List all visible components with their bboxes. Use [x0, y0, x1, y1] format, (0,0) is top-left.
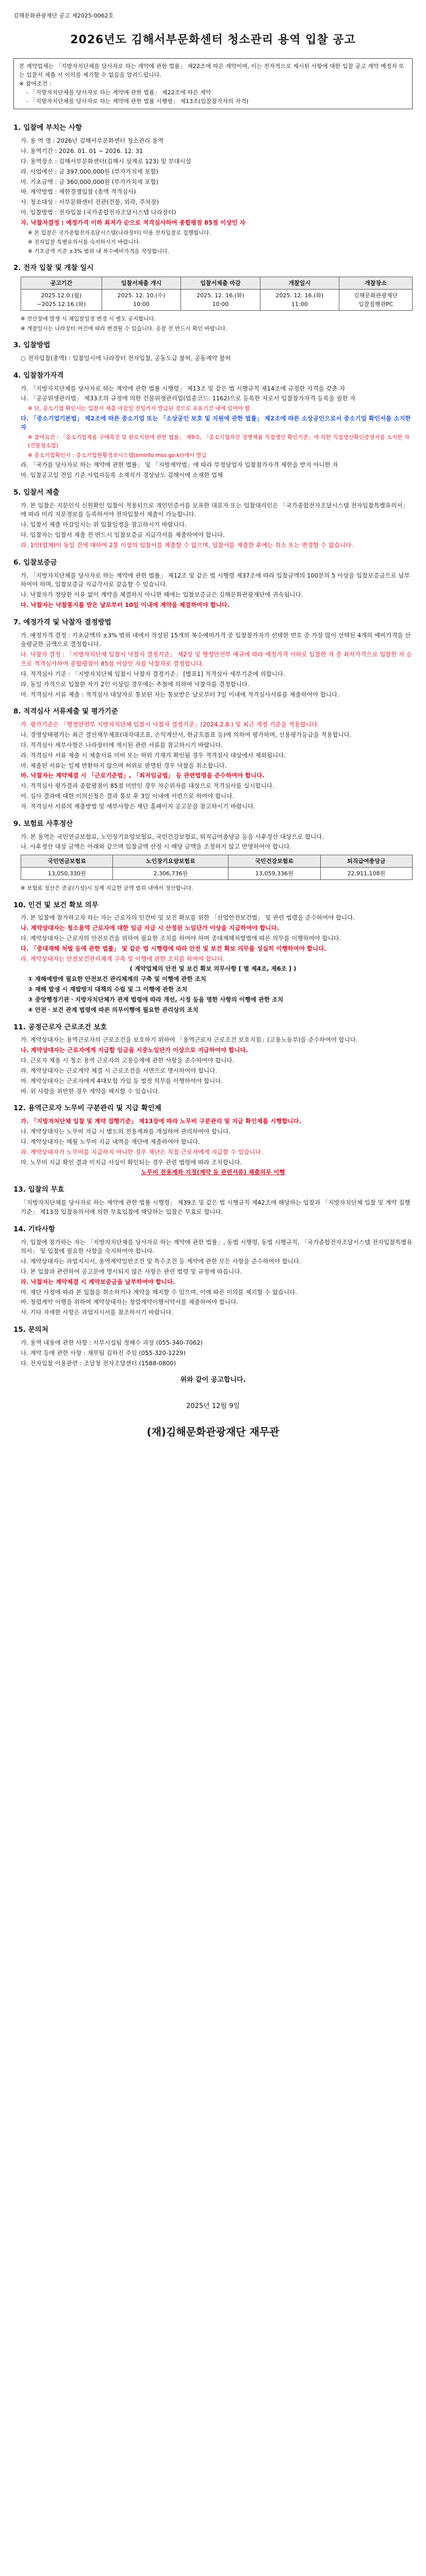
section-heading: 4. 입찰참가자격 — [13, 371, 64, 380]
section-note: ※ 기초금액 기준 ±3% 범위 내 복수예비가격을 작성합니다. — [28, 248, 169, 255]
section-line: 자. 적격심사 서류의 제출방법 및 세부사항은 재단 홈페이지 공고문을 참고하시기 바랍니다. — [21, 802, 255, 810]
contact-line: 나. 계약 등에 관한 사항 : 재무팀 김하진 주임 (055-320-1229) — [21, 1349, 186, 1357]
section-line: 다. 적격심사 기준 : 「지방자치단체 입찰시 낙찰자 결정기준」 [별표1] 적격심사 세부기준에 의합니다. — [21, 670, 285, 677]
contact-line: 다. 전자입찰 이용관련 : 조달청 전자조달센터 (1588-0800) — [21, 1359, 176, 1367]
section-line: 라. 동일 가격으로 입찰한 자가 2인 이상일 경우에는 추첨에 의하여 낙찰자를 결정합니다. — [21, 680, 250, 688]
section-line: ○ 전자입찰(총액) : 입찰일시에 나라장터 전자입찰, 공동도급 불허, 공동계약 불허 — [21, 354, 231, 362]
section-line: 나. 계약상대자는 청소용역 근로자에 대한 임금 지급 시 산정된 노임단가 이상을 지급하여야 합니다. — [21, 924, 280, 932]
section-line: 바. 청렴계약 이행을 위하여 계약상대자는 청렴계약이행서약서를 제출하여야 합니다. — [21, 1298, 238, 1306]
table-row — [21, 290, 413, 311]
section-line: 나. 경영상태평가는 최근 결산재무제표(대차대조표, 손익계산서, 현금흐름표 등)에 의하여 평가하며, 신용평가등급을 적용합니다. — [21, 731, 352, 739]
notice-text: - 「지방자치단체를 당사자로 하는 계약에 관한 법률 시행령」 제13조(입찰참가자의 자격) — [26, 98, 249, 105]
section-heading: 1. 입찰에 부치는 사항 — [13, 124, 82, 132]
section-line: 라. 적격심사 서류 제출 시 제출서류 미비 또는 허위 기재가 확인될 경우 적격심사 대상에서 제외됩니다. — [21, 751, 286, 759]
section-heading: 7. 예정가격 및 낙찰자 결정방법 — [13, 618, 111, 626]
list-item: ③ 중앙행정기관ㆍ지방자치단체가 관계 법령에 따라 개선, 시정 등을 명한 사항의 이행에 관한 조치 — [28, 995, 284, 1003]
table-cell: 2025. 12. 16.(화) 11:00 — [260, 290, 339, 311]
section-line: 사. 청소대상 : 서부문화센터 전관(건물, 외곽, 주차장) — [21, 198, 159, 206]
section-line: 다. 「중소기업기본법」 제2조에 따른 중소기업 또는 「소상공인 보호 및 지원에 관한 법률」 제2조에 따른 소상공인으로서 중소기업 확인서를 소지한 자 — [21, 414, 411, 431]
section-line: 라. 계약상대자는 근로계약 체결 시 근로조건을 서면으로 명시하여야 합니다. — [21, 1066, 217, 1074]
section-line: 아. 심사 결과에 대한 이의신청은 결과 통보 후 3일 이내에 서면으로 하여야 합니다. — [21, 792, 234, 800]
section-line: 나. 계약상대자는 과업지시서, 용역계약일반조건 및 특수조건 등 계약에 관한 모든 사항을 준수하여야 합니다. — [21, 1258, 301, 1265]
section-line: 아. 입찰방법 : 전자입찰 (국가종합전자조달시스템 나라장터) — [21, 208, 176, 216]
section-heading: 6. 입찰보증금 — [13, 558, 57, 567]
section-heading: 14. 기타사항 — [13, 1225, 55, 1233]
document-number: 김해문화관광재단 공고 제2025-0062호 — [13, 12, 114, 19]
section-line: 바. 위 사항을 위반한 경우 계약을 해지할 수 있습니다. — [21, 1087, 160, 1095]
section-line: 나. 낙찰자 결정 : 「지방자치단체 입찰시 낙찰자 결정기준」 제2장 및 행정안전부 예규에 따라 예정가격 이하로 입찰한 자 중 최저가격으로 입찰한 자 순으로 적격심사하여 종합평점이 85점 이상인 자를 낙찰자로 결정합니다. — [21, 651, 412, 668]
notice-text: - 「지방자치단체를 당사자로 하는 계약에 관한 법률」 제22조에 따른 계약 — [26, 89, 211, 96]
section-line: 바. 계약방법 : 제한경쟁입찰 (총액 적격심사) — [21, 188, 136, 196]
section-line: 나. 입찰서 제출 마감일시는 위 입찰일정을 참고하시기 바랍니다. — [21, 521, 187, 529]
section-heading: 9. 보험료 사후정산 — [13, 819, 73, 828]
section-line: 나. 「공공위생관리법」 제33조의 규정에 의한 건물위생관리업(업종코드: 1162)으로 등록한 자로서 입찰참가자격 등록을 필한 자 — [21, 395, 356, 402]
section-line: 다. 낙찰자는 낙찰통지를 받은 날로부터 10일 이내에 계약을 체결하여야 합니다. — [21, 601, 230, 608]
section-line: 나. 사후정산 대상 금액은 아래와 같으며 입찰금액 산정 시 해당 금액을 조정하지 않고 반영하여야 합니다. — [21, 843, 292, 851]
section-heading: 15. 문의처 — [13, 1326, 48, 1334]
section-line: 라. 「국가를 당사자로 하는 계약에 관한 법률」 및 「지방계약법」에 따라 부정당업자 입찰참가자격 제한을 받지 아니한 자 — [21, 461, 338, 468]
section-heading: 10. 인건 및 보건 확보 의무 — [13, 901, 99, 909]
notice-text: 본 계약업체는 「지방자치단체를 당사자로 하는 계약에 관한 법률」 제22조에 따른 계약이며, 이는 전자적으로 제시된 사항에 대한 입찰 공고 계약 예정자 또는 입찰서 제출 시 이의를 제기할 수 없음을 알려드립니다. — [19, 63, 404, 79]
section-line: 다. 근로자 채용 시 청소 용역 근로자의 고용승계에 관한 사항을 준수하여야 합니다. — [21, 1057, 235, 1064]
section-line: 라. 낙찰자는 계약체결 시 계약보증금을 납부하여야 합니다. — [21, 1278, 175, 1285]
section-line: 마. 계약상대자는 근로자에게 4대보험 가입 등 법정 의무를 이행하여야 합니다. — [21, 1077, 223, 1084]
section-note: ※ 참여요건 : 「중소기업제품 구매촉진 및 판로지원에 관한 법률」 제9조, 「중소기업자간 경쟁제품 직접생산 확인기준」에 의한 직접생산확인증명서를 소지한 자(건물청소업) — [28, 434, 409, 449]
table-cell: 13,050,330원 — [21, 868, 113, 880]
section-line: 라. 계약상대자가 노무비를 지급하지 아니한 경우 재단은 직접 근로자에게 지급할 수 있습니다. — [21, 1148, 263, 1156]
section-line: 다. 「중대재해 처벌 등에 관한 법률」 및 같은 법 시행령에 따라 안전 및 보건 확보 의무를 성실히 이행하여야 합니다. — [21, 944, 326, 952]
section-line: 라. 사업예산 : 금 397,000,000원 (부가가치세 포함) — [21, 167, 159, 175]
contact-line: 가. 용역 내용에 관한 사항 : 서부시설팀 정혜수 과장 (055-340-7062) — [21, 1339, 203, 1347]
section-note: ※ 본 입찰은 국가종합전자조달시스템(나라장터) 이용 전자입찰로 집행합니다. — [28, 229, 211, 236]
section-line: 다. 용역장소 : 김해서부문화센터(김해시 삼계로 123) 및 부대시설 — [21, 157, 191, 165]
section-line: 마. 재단 사정에 따라 본 입찰을 취소하거나 계약을 해지할 수 있으며, 이에 따른 이의를 제기할 수 없습니다. — [21, 1288, 298, 1296]
table-header: 공고기간 — [21, 277, 102, 290]
section-line: 마. 제출된 서류는 일체 반환하지 않으며 허위로 판명된 경우 낙찰을 취소합니다. — [21, 761, 227, 769]
section-line: 나. 용역기간 : 2026. 01. 01 ~ 2026. 12. 31 — [21, 147, 143, 155]
section-heading: 8. 적격심사 서류제출 및 평가기준 — [13, 707, 118, 716]
section-line: 가. 평가기준은 「행정안전부 지방자치단체 입찰시 낙찰자 결정기준」(2024.2.8.) 및 최근 개정 기준을 적용합니다. — [21, 721, 319, 728]
list-item: ① 재해예방에 필요한 안전보건 관리체계의 구축 및 이행에 관한 조치 — [28, 975, 206, 983]
section-line: 마. 노무비 지급 확인 결과 미지급 사실이 확인되는 경우 관련 법령에 따라 조치합니다. — [21, 1158, 242, 1166]
table-cell: 2025. 12. 16.(화) 10:00 — [181, 290, 260, 311]
section-line: 다. 본 입찰과 관련하여 공고문에 명시되지 않은 사항은 관련 법령 및 규정에 따릅니다. — [21, 1268, 242, 1276]
section-subtitle: ( 계약업체의 안전 및 보건 확보 의무사항 [ 별 제4조, 제6조 ] ) — [129, 965, 297, 973]
schedule-table — [21, 277, 413, 311]
section-line: 가. 계약상대자는 용역근로자의 근로조건을 보호하기 위하여 「용역근로자 근로조건 보호지침」(고용노동부)을 준수하여야 합니다. — [21, 1036, 358, 1044]
table-header: 국민건강보험료 — [228, 855, 320, 868]
section-line: 다. 계약상대자는 매월 노무비 지급 내역을 재단에 제출하여야 합니다. — [21, 1138, 200, 1145]
section-line: 가. 「지방자치단체를 당사자로 하는 계약에 관한 법률」 제12조 및 같은 법 시행령 제37조에 따라 입찰금액의 100분의 5 이상을 입찰보증금으로 납부하여야 하며, 입찰보증금 지급각서로 갈음할 수 있습니다. — [21, 571, 410, 588]
table-row — [21, 868, 413, 880]
table-header: 퇴직급여충당금 — [320, 855, 412, 868]
section-line: 다. 적격심사 세부사항은 나라장터에 게시된 관련 서류를 참고하시기 바랍니다. — [21, 741, 223, 749]
section-line: 사. 기타 자세한 사항은 과업지시서를 참조하시기 바랍니다. — [21, 1309, 173, 1316]
section-subtitle: 노무비 전용계좌 지정(계약 등 관련서류) 제출의무 이행 — [141, 1168, 285, 1176]
section-note: ※ 보험료 정산은 준공(기성)시 실제 지급한 금액 범위 내에서 정산합니다. — [21, 885, 193, 892]
section-line: 나. 계약상대자는 근로자에게 지급할 임금을 시중노임단가 이상으로 지급하여야 합니다. — [21, 1046, 248, 1054]
table-header: 개찰일시 — [260, 277, 339, 290]
table-header: 국민연금보험료 — [21, 855, 113, 868]
section-line: 가. 「지방자치단체를 당사자로 하는 계약에 관한 법률 시행령」 제13조 및 같은 법 시행규칙 제14조에 규정한 자격을 갖춘 자 — [21, 384, 346, 392]
table-cell: 13,059,336원 — [228, 868, 320, 880]
signer: (재)김해문화관광재단 재무관 — [146, 1425, 280, 1438]
section-heading: 5. 입찰서 제출 — [13, 488, 60, 497]
section-line: 자. 낙찰자결정 : 예정가격 이하 최저가 순으로 적격심사하여 종합평점 85점 이상인 자 — [21, 218, 245, 226]
section-line: 가. 예정가격 결정 : 기초금액의 ±3% 범위 내에서 작성된 15개의 복수예비가격 중 입찰참가자가 선택한 번호 중 가장 많이 선택된 4개의 예비가격을 산술평균한 금액으로 결정합니다. — [21, 631, 411, 648]
table-cell: 2,306,736원 — [113, 868, 228, 880]
section-line: 사. 적격심사 평가결과 종합평점이 85점 미만인 경우 차순위자를 대상으로 적격심사를 실시합니다. — [21, 782, 274, 790]
section-heading: 12. 용역근로자 노무비 구분관리 및 지급 확인제 — [13, 1104, 161, 1113]
section-note: ※ 전산장애 발생 시 재입찰일정 변경 시 별도 공지합니다. — [21, 316, 156, 323]
section-heading: 13. 입찰의 무효 — [13, 1185, 64, 1194]
section-line: 가. 용 역 명 : 2026년 김해서부문화센터 청소관리 용역 — [21, 137, 164, 145]
section-line: 가. 본 입찰은 지문인식 신원확인 입찰이 적용되므로 개인인증서를 보유한 대표자 또는 입찰대리인은 「국가종합전자조달시스템 전자입찰특별유의서」에 따라 미리 지문정보를 등록하셔야 전자입찰서 제출이 가능합니다. — [21, 501, 408, 518]
closing-text: 위와 같이 공고합니다. — [180, 1376, 246, 1384]
section-line: 바. 낙찰자는 계약체결 시 「근로기준법」, 「최저임금법」 등 관련법령을 준수하여야 합니다. — [21, 772, 265, 779]
table-cell: 김해문화관광재단 입찰집행관PC — [339, 290, 413, 311]
section-line: 마. 기초금액 : 금 360,000,000원 (부가가치세 포함) — [21, 178, 159, 185]
section-heading: 2. 전자 입찰 및 개찰 일시 — [13, 264, 94, 273]
section-line: 다. 입찰자는 입찰서 제출 전 반드시 입찰보증금 지급각서를 제출하여야 합니다. — [21, 531, 225, 538]
section-line: 가. 본 입찰에 참가하고자 하는 자는 근로자의 인건비 및 보건 확보를 위한 「산업안전보건법」 및 관련 법령을 준수하여야 합니다. — [21, 914, 355, 922]
section-line: 가. 본 용역은 국민연금보험료, 노인장기요양보험료, 국민건강보험료, 퇴직급여충당금 등을 사후정산 대상으로 합니다. — [21, 833, 324, 840]
section-line: 나. 낙찰자가 정당한 이유 없이 계약을 체결하지 아니한 때에는 입찰보증금은 김해문화관광재단에 귀속됩니다. — [21, 591, 303, 599]
document-title: 2026년도 김해서부문화센터 청소관리 용역 입찰 공고 — [70, 33, 356, 47]
notice-box — [13, 58, 413, 109]
section-line: 라. 1인(업체)이 동일 건에 대하여 2통 이상의 입찰서를 제출할 수 없으며, 입찰서를 제출한 후에는 취소 또는 변경할 수 없습니다. — [21, 541, 353, 549]
section-line: 「지방자치단체를 당사자로 하는 계약에 관한 법률 시행령」 제39조 및 같은 법 시행규칙 제42조에 해당하는 입찰과 「지방자치단체 입찰 및 계약 집행기준」 제13장 입찰유의서에 의한 무효입찰에 해당하는 입찰은 무효로 합니다. — [21, 1199, 411, 1215]
table-cell: 22,911,108원 — [320, 868, 412, 880]
notice-text: ※ 참여조건 : — [19, 80, 52, 88]
section-line: 가. 입찰에 참가하는 자는 「지방자치단체를 당사자로 하는 계약에 관한 법률」, 동법 시행령, 동법 시행규칙, 「국가종합전자조달시스템 전자입찰특별유의서」 및 입찰에 필요한 사항을 숙지하여야 합니다. — [21, 1238, 413, 1255]
section-note: ※ 전자입찰 특별유의서를 숙지하시기 바랍니다. — [28, 239, 141, 245]
list-item: ② 재해 발생 시 재발방지 대책의 수립 및 그 이행에 관한 조치 — [28, 986, 188, 993]
section-line: 마. 적격심사 서류 제출 : 적격심사 대상자로 통보된 자는 통보받은 날로부터 7일 이내에 적격심사서류를 제출하여야 합니다. — [21, 690, 339, 698]
announcement-date: 2025년 12월 9일 — [186, 1402, 240, 1410]
table-header: 입찰서제출 마감 — [181, 277, 260, 290]
table-cell: 2025.12.0.(월) ~2025.12.16.(화) — [21, 290, 102, 311]
insurance-table — [21, 855, 413, 880]
section-line: 다. 계약상대자는 근로자의 안전보건을 위하여 필요한 조치를 하여야 하며 중대재해처벌법에 따른 의무를 이행하여야 합니다. — [21, 935, 341, 942]
section-line: 라. 계약상대자는 안전보건관리체계 구축 및 이행에 관한 조치를 하여야 합니다. — [21, 955, 225, 962]
section-line: 가. 「지방자치단체 입찰 및 계약 집행기준」 제13장에 따라 노무비 구분관리 및 지급 확인제를 시행합니다. — [21, 1117, 302, 1125]
section-heading: 3. 입찰방법 — [13, 341, 51, 349]
section-note: ※ 단, 중소기업 확인서는 입찰서 제출 마감일 전일까지 발급된 것으로 유효기간 내에 있어야 함 — [28, 405, 250, 412]
list-item: ④ 안전ㆍ보건 관계 법령에 따른 의무이행에 필요한 관리상의 조치 — [28, 1006, 199, 1013]
table-cell: 2025. 12. 10.(수) 10:00 — [102, 290, 181, 311]
table-header: 개찰장소 — [339, 277, 413, 290]
table-header: 노인장기요양보험료 — [113, 855, 228, 868]
section-heading: 11. 공정근로자 근로조건 보호 — [13, 1023, 107, 1031]
section-note: ※ 중소기업확인서 : 중소기업현황정보시스템(sminfo.mss.go.kr)에서 발급 — [28, 452, 207, 459]
table-header: 입찰서제출 개시 — [102, 277, 181, 290]
section-line: 나. 계약상대자는 노무비 지급 시 별도의 전용계좌를 개설하여 관리하여야 합니다. — [21, 1128, 231, 1136]
section-line: 마. 입찰공고일 전일 기준 사업자등록 소재지가 경상남도 김해시에 소재한 업체 — [21, 471, 223, 479]
section-note: ※ 개찰일시는 나라장터 여건에 따라 변경될 수 있습니다. 응찰 전 반드시 확인 바랍니다. — [21, 325, 227, 332]
